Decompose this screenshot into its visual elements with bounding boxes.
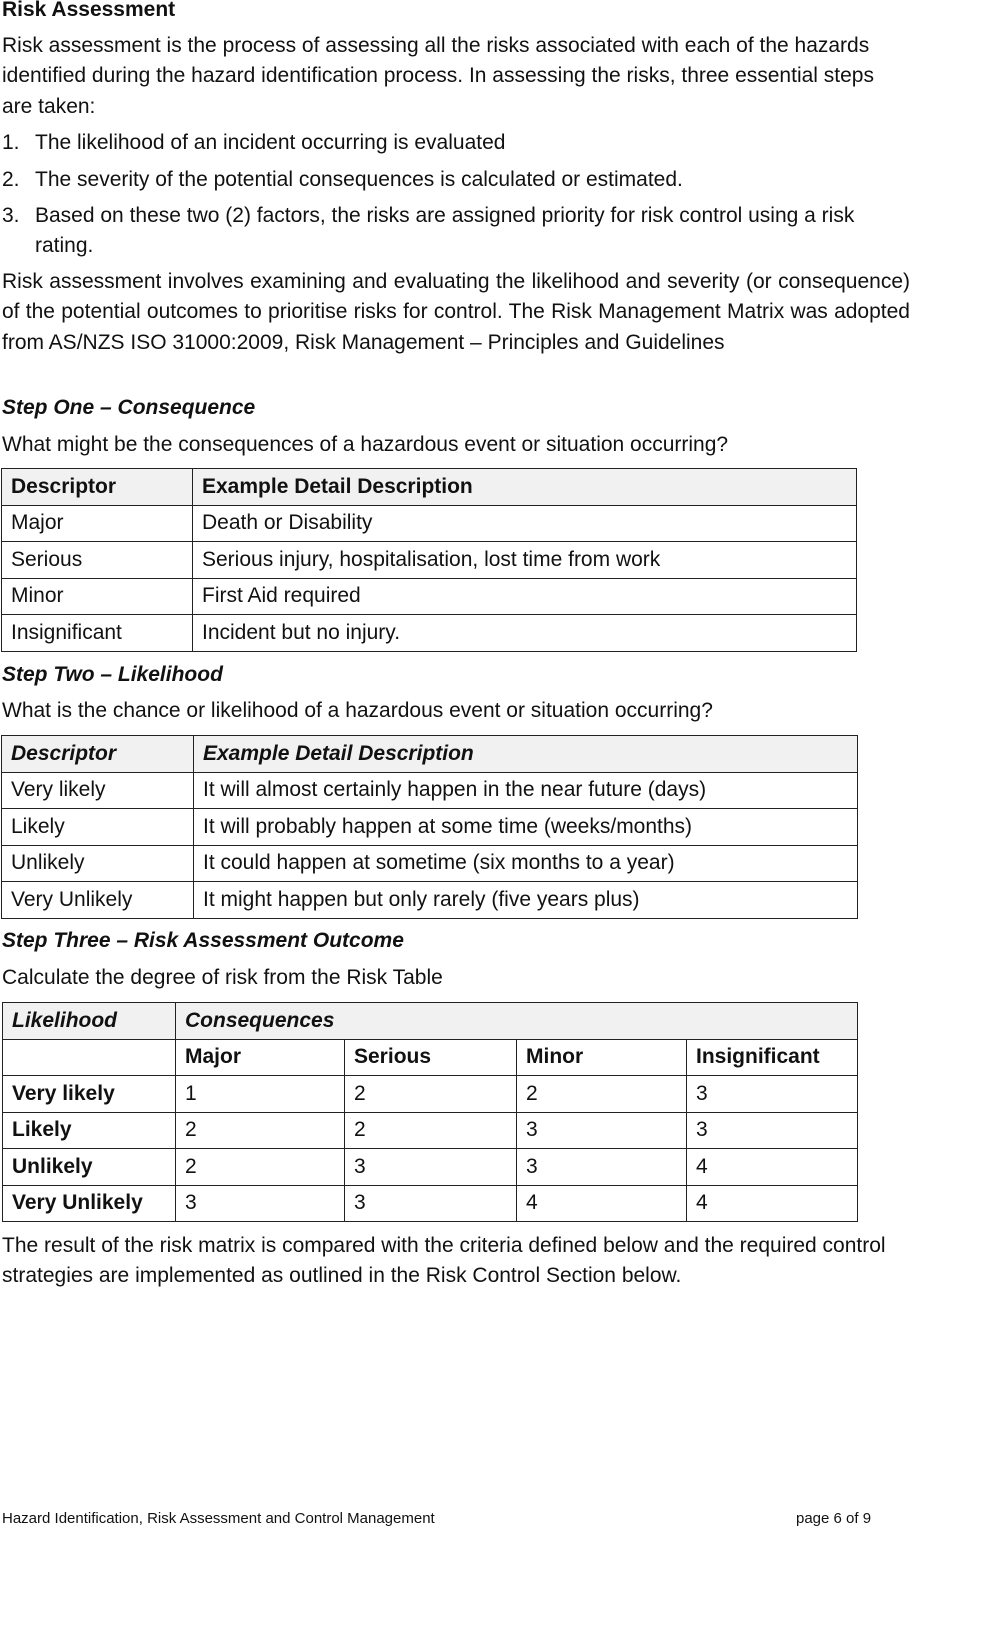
header-cell: Serious bbox=[345, 1039, 517, 1076]
list-item bbox=[2, 201, 910, 261]
list-number: 2. bbox=[2, 168, 20, 191]
cell: 4 bbox=[687, 1185, 858, 1222]
step-three-heading: Step Three – Risk Assessment Outcome bbox=[2, 929, 404, 952]
cell: Serious bbox=[2, 542, 193, 579]
cell: 2 bbox=[345, 1076, 517, 1113]
cell: It will almost certainly happen in the near future (days) bbox=[194, 772, 858, 809]
list-text: The likelihood of an incident occurring is evaluated bbox=[35, 131, 506, 154]
list-number: 1. bbox=[2, 131, 20, 154]
cell: Death or Disability bbox=[193, 505, 857, 542]
header-cell: Descriptor bbox=[2, 469, 193, 506]
cell: 3 bbox=[345, 1149, 517, 1186]
header-cell: Insignificant bbox=[687, 1039, 858, 1076]
cell: 3 bbox=[517, 1112, 687, 1149]
cell: It will probably happen at some time (weeks/months) bbox=[194, 809, 858, 846]
table-header-row bbox=[2, 736, 858, 773]
table-row bbox=[3, 1149, 858, 1186]
table-row bbox=[3, 1076, 858, 1113]
row-label: Very likely bbox=[3, 1076, 176, 1113]
header-cell: Likelihood bbox=[3, 1003, 176, 1040]
step-one-question: What might be the consequences of a hazardous event or situation occurring? bbox=[2, 433, 729, 456]
result-paragraph: The result of the risk matrix is compared with the criteria defined below and the required control strategies are implemented as outlined in the Risk Control Section below. bbox=[2, 1234, 886, 1288]
row-label: Likely bbox=[3, 1112, 176, 1149]
cell: Very Unlikely bbox=[2, 882, 194, 919]
cell: 3 bbox=[687, 1076, 858, 1113]
cell: Minor bbox=[2, 578, 193, 615]
cell: 4 bbox=[687, 1149, 858, 1186]
risk-matrix-table bbox=[2, 1002, 858, 1222]
cell: 3 bbox=[176, 1185, 345, 1222]
table-header-row bbox=[3, 1003, 858, 1040]
header-cell: Consequences bbox=[176, 1003, 858, 1040]
table-subheader-row bbox=[3, 1039, 858, 1076]
header-cell: Example Detail Description bbox=[194, 736, 858, 773]
cell: Insignificant bbox=[2, 615, 193, 652]
row-label: Unlikely bbox=[3, 1149, 176, 1186]
step-two-question: What is the chance or likelihood of a hazardous event or situation occurring? bbox=[2, 699, 713, 722]
step-three-question: Calculate the degree of risk from the Risk Table bbox=[2, 966, 443, 989]
header-cell: Major bbox=[176, 1039, 345, 1076]
cell: Unlikely bbox=[2, 845, 194, 882]
cell bbox=[3, 1039, 176, 1076]
header-cell: Descriptor bbox=[2, 736, 194, 773]
table-row bbox=[3, 1185, 858, 1222]
table-row bbox=[2, 505, 857, 542]
likelihood-table bbox=[1, 735, 858, 919]
cell: 2 bbox=[176, 1149, 345, 1186]
cell: Major bbox=[2, 505, 193, 542]
table-row bbox=[2, 809, 858, 846]
list-text: Based on these two (2) factors, the risks are assigned priority for risk control using a risk rating. bbox=[35, 204, 855, 257]
assessment-paragraph: Risk assessment involves examining and evaluating the likelihood and severity (or consequence) of the potential outcomes to prioritise risks for control. The Risk Management Matrix was adopted from AS/NZS ISO 31000:2009, Risk Management – Principles and Guidelines bbox=[2, 270, 910, 354]
header-cell: Minor bbox=[517, 1039, 687, 1076]
table-row bbox=[2, 578, 857, 615]
cell: 4 bbox=[517, 1185, 687, 1222]
cell: 1 bbox=[176, 1076, 345, 1113]
table-row bbox=[2, 882, 858, 919]
list-text: The severity of the potential consequences is calculated or estimated. bbox=[35, 168, 683, 191]
table-row bbox=[2, 615, 857, 652]
cell: 2 bbox=[517, 1076, 687, 1113]
list-item bbox=[2, 165, 910, 195]
section-title: Risk Assessment bbox=[2, 0, 176, 21]
cell: Likely bbox=[2, 809, 194, 846]
cell: Very likely bbox=[2, 772, 194, 809]
cell: Serious injury, hospitalisation, lost time from work bbox=[193, 542, 857, 579]
cell: Incident but no injury. bbox=[193, 615, 857, 652]
header-cell: Example Detail Description bbox=[193, 469, 857, 506]
cell: 2 bbox=[176, 1112, 345, 1149]
cell: 3 bbox=[687, 1112, 858, 1149]
table-row bbox=[2, 542, 857, 579]
cell: 3 bbox=[345, 1185, 517, 1222]
row-label: Very Unlikely bbox=[3, 1185, 176, 1222]
cell: It could happen at sometime (six months to a year) bbox=[194, 845, 858, 882]
page-number: page 6 of 9 bbox=[796, 1510, 872, 1527]
step-two-heading: Step Two – Likelihood bbox=[2, 663, 223, 686]
list-item bbox=[2, 128, 910, 158]
step-one-heading: Step One – Consequence bbox=[2, 396, 256, 419]
footer-title: Hazard Identification, Risk Assessment and Control Management bbox=[2, 1510, 435, 1527]
list-number: 3. bbox=[2, 204, 20, 227]
table-header-row bbox=[2, 469, 857, 506]
cell: 2 bbox=[345, 1112, 517, 1149]
cell: 3 bbox=[517, 1149, 687, 1186]
cell: First Aid required bbox=[193, 578, 857, 615]
intro-paragraph: Risk assessment is the process of assessing all the risks associated with each of the hazards identified during the hazard identification process. In assessing the risks, three essential steps are taken: bbox=[2, 34, 874, 118]
cell: It might happen but only rarely (five years plus) bbox=[194, 882, 858, 919]
table-row bbox=[3, 1112, 858, 1149]
table-row bbox=[2, 772, 858, 809]
consequence-table bbox=[1, 468, 857, 652]
table-row bbox=[2, 845, 858, 882]
